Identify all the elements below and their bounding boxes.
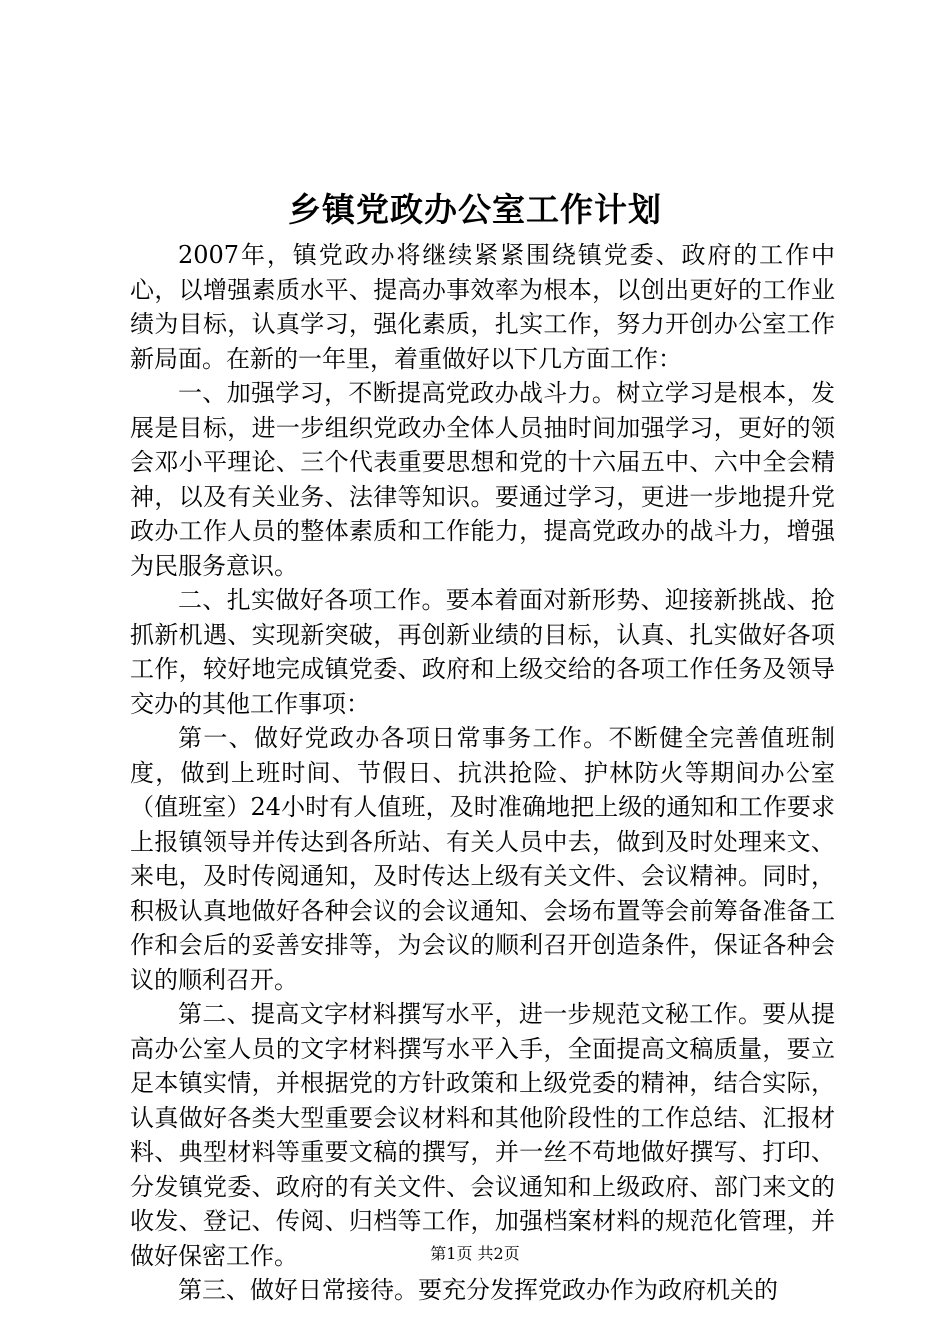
paragraph-section-2: 二、扎实做好各项工作。要本着面对新形势、迎接新挑战、抢抓新机遇、实现新突破，再创新业绩的目标，认真、扎实做好各项工作，较好地完成镇党委、政府和上级交给的各项工作任务及领导交办的其他工作事项：	[130, 586, 835, 718]
document-title: 乡镇党政办公室工作计划	[288, 190, 662, 229]
paragraph-intro: 2007年，镇党政办将继续紧紧围绕镇党委、政府的工作中心，以增强素质水平、提高办事效率为根本，以创出更好的工作业绩为目标，认真学习，强化素质，扎实工作，努力开创办公室工作新局面。在新的一年里，着重做好以下几方面工作：	[130, 241, 835, 373]
paragraph-section-1: 一、加强学习，不断提高党政办战斗力。树立学习是根本，发展是目标，进一步组织党政办全体人员抽时间加强学习，更好的领会邓小平理论、三个代表重要思想和党的十六届五中、六中全会精神，以及有关业务、法律等知识。要通过学习，更进一步地提升党政办工作人员的整体素质和工作能力，提高党政办的战斗力，增强为民服务意识。	[130, 379, 835, 580]
paragraph-item-1: 第一、做好党政办各项日常事务工作。不断健全完善值班制度，做到上班时间、节假日、抗洪抢险、护林防火等期间办公室（值班室）24小时有人值班，及时准确地把上级的通知和工作要求上报镇领导并传达到各所站、有关人员中去，做到及时处理来文、来电，及时传阅通知，及时传达上级有关文件、会议精神。同时，积极认真地做好各种会议的会议通知、会场布置等会前筹备准备工作和会后的妥善安排等，为会议的顺利召开创造条件，保证各种会议的顺利召开。	[130, 724, 835, 994]
document-body	[130, 238, 835, 1308]
page-footer: 第1页 共2页	[430, 1244, 520, 1263]
paragraph-item-3: 第三、做好日常接待。要充分发挥党政办作为政府机关的	[178, 1276, 778, 1304]
paragraph-item-2: 第二、提高文字材料撰写水平，进一步规范文秘工作。要从提高办公室人员的文字材料撰写水平入手，全面提高文稿质量，要立足本镇实情，并根据党的方针政策和上级党委的精神，结合实际，认真做好各类大型重要会议材料和其他阶段性的工作总结、汇报材料、典型材料等重要文稿的撰写，并一丝不苟地做好撰写、打印、分发镇党委、政府的有关文件、会议通知和上级政府、部门来文的收发、登记、传阅、归档等工作，加强档案材料的规范化管理，并做好保密工作。	[130, 1000, 835, 1270]
